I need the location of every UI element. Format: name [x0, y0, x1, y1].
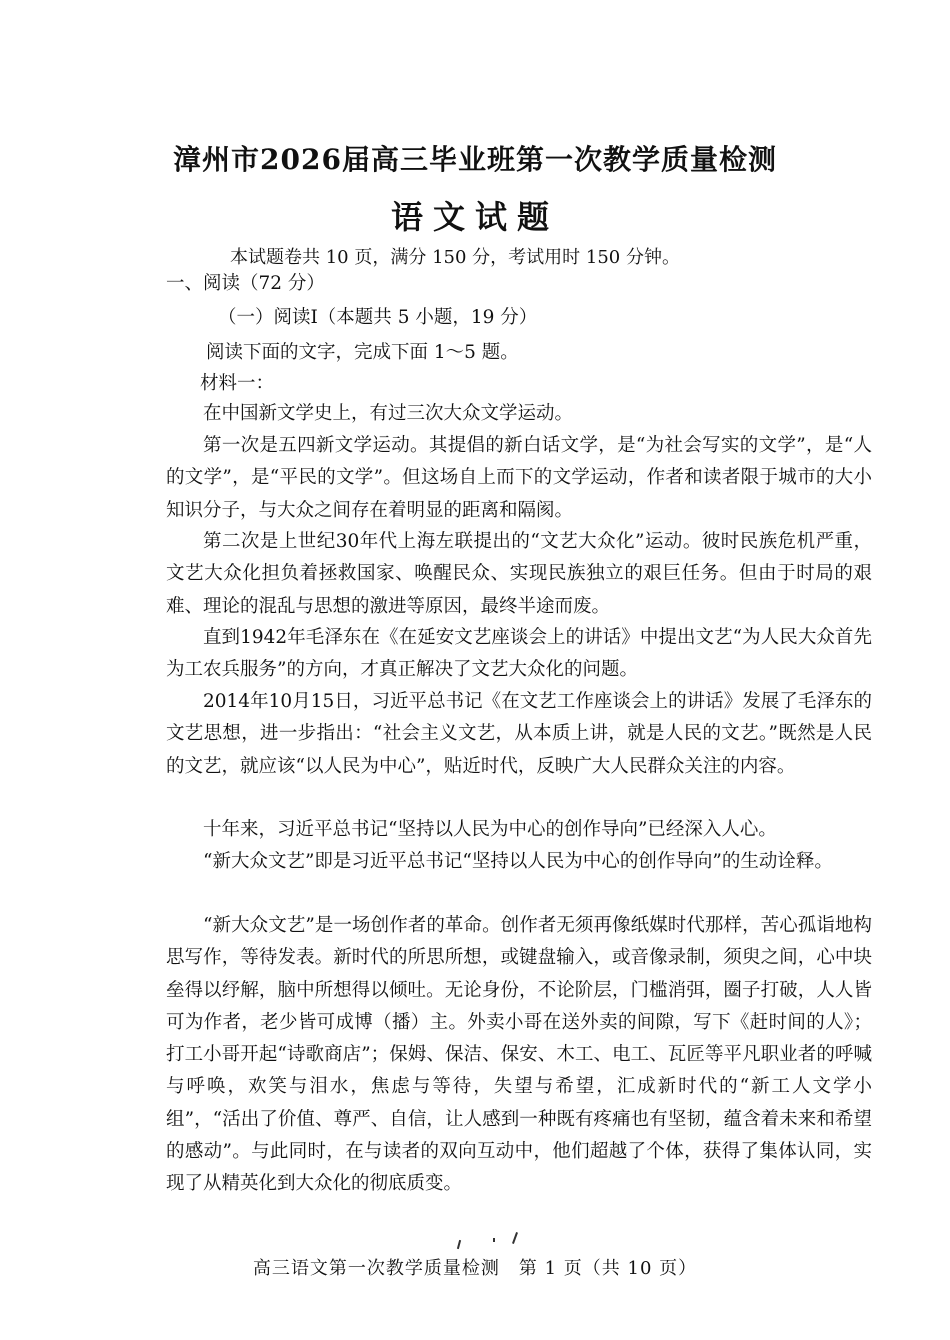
- paragraph-3: 第二次是上世纪30年代上海左联提出的“文艺大众化”运动。彼时民族危机严重，文艺大众化担负着拯救国家、唤醒民众、实现民族独立的艰巨任务。但由于时局的艰难、理论的混乱与思想的激进等原因，最终半途而废。: [166, 531, 872, 617]
- paragraph-1: 在中国新文学史上，有过三次大众文学运动。: [203, 403, 574, 424]
- paragraph-5: 2014年10月15日，习近平总书记《在文艺工作座谈会上的讲话》发展了毛泽东的文艺思想，进一步指出：“社会主义文艺，从本质上讲，就是人民的文艺。”既然是人民的文艺，就应该“以人民为中心”，贴近时代，反映广大人民群众关注的内容。: [166, 691, 872, 777]
- section-heading: 一、阅读（72 分）: [166, 273, 325, 294]
- exam-title: 漳州市2026届高三毕业班第一次教学质量检测: [173, 143, 777, 176]
- subject-title: 语文试题: [390, 198, 559, 236]
- subsection-heading: （一）阅读Ⅰ（本题共 5 小题，19 分）: [218, 307, 538, 328]
- paragraph-8: “新大众文艺”是一场创作者的革命。创作者无须再像纸媒时代那样，苦心孤诣地构思写作，等待发表。新时代的所思所想，或键盘输入，或音像录制，须臾之间，心中块垒得以纾解，脑中所想得以倾吐。无论身份，不论阶层，门槛消弭，圈子打破，人人皆可为作者，老少皆可成博（播）主。外卖小哥在送外卖的间隙，写下《赶时间的人》；打工小哥开起“诗歌商店”；保姆、保洁、保安、木工、电工、瓦匠等平凡职业者的呼喊与呼唤，欢笑与泪水，焦虑与等待，失望与希望，汇成新时代的“新工人文学小组”，“活出了价值、尊严、自信，让人感到一种既有疼痛也有坚韧，蕴含着未来和希望的感动”。与此同时，在与读者的双向互动中，他们超越了个体，获得了集体认同，实现了从精英化到大众化的彻底质变。: [166, 915, 872, 1195]
- paragraph-7: “新大众文艺”即是习近平总书记“坚持以人民为中心的创作导向”的生动诠释。: [203, 851, 833, 872]
- scan-mark: [457, 1240, 461, 1249]
- scan-mark: [493, 1238, 495, 1242]
- scan-mark: [512, 1232, 518, 1244]
- reading-instruction: 阅读下面的文字，完成下面 1～5 题。: [206, 342, 519, 363]
- material-label: 材料一：: [200, 373, 275, 394]
- paragraph-2: 第一次是五四新文学运动。其提倡的新白话文学，是“为社会写实的文学”，是“人的文学”，是“平民的文学”。但这场自上而下的文学运动，作者和读者限于城市的大小知识分子，与大众之间存在着明显的距离和隔阂。: [166, 435, 872, 521]
- page-footer: 高三语文第一次教学质量检测 第 1 页（共 10 页）: [252, 1258, 698, 1279]
- exam-info: 本试题卷共 10 页，满分 150 分，考试用时 150 分钟。: [230, 247, 680, 268]
- paragraph-6: 十年来，习近平总书记“坚持以人民为中心的创作导向”已经深入人心。: [203, 819, 777, 840]
- paragraph-4: 直到1942年毛泽东在《在延安文艺座谈会上的讲话》中提出文艺“为人民大众首先为工农兵服务”的方向，才真正解决了文艺大众化的问题。: [166, 627, 872, 681]
